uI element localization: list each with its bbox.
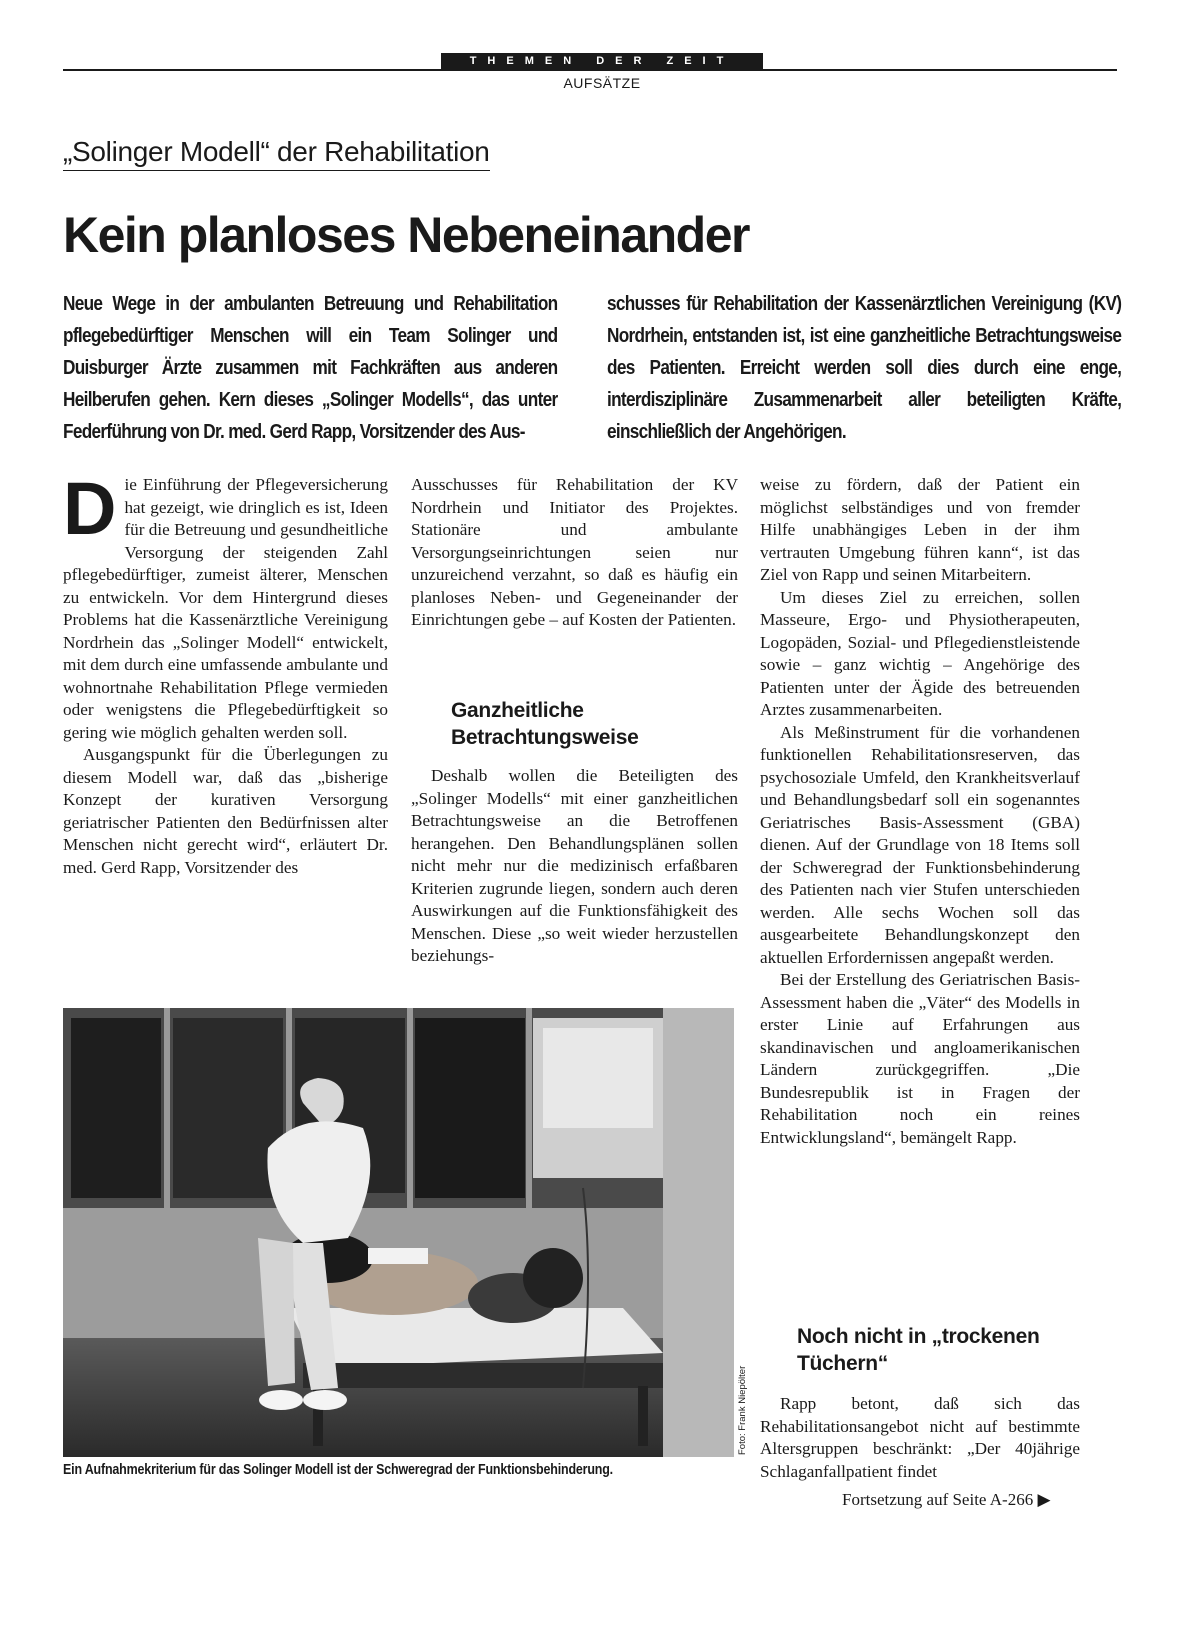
paragraph: Deshalb wollen die Beteiligten des „Solinger Modells“ mit einer ganzheitlichen Betrachtungsweise an die Betroffenen herangehen. Den Behandlungsplänen sollen nicht mehr nur die medizinisch erfaßbaren Kriterien zugrunde liegen, sondern auch deren Auswirkungen auf die Funktionsfähigkeit des Menschen. Diese „so weit wieder herzustellen beziehungs- [411, 766, 738, 965]
article-headline: Kein planloses Nebeneinander [63, 207, 749, 263]
photo-credit: Foto: Frank Niepölter [737, 1365, 748, 1455]
paragraph: Ausschusses für Rehabilitation der KV Nordrhein und Initiator des Projektes. Stationäre und ambulante Versorgungseinrichtungen seien nur unzureichend verzahnt, so daß es häufig ein planloses Neben- und Gegeneinander der Einrichtungen gebe – auf Kosten der Patienten. [411, 475, 738, 629]
section-kicker: THEMEN DER ZEIT [441, 53, 763, 69]
paragraph: Ausgangspunkt für die Überlegungen zu diesem Modell war, daß das „bisherige Konzept der kurativen Versorgung geriatrischer Patienten den Bedürfnissen alter Menschen nicht gerecht wird“, erläutert Dr. med. Gerd Rapp, Vorsitzender des [63, 745, 388, 877]
lead-column-2: schusses für Rehabilitation der Kassenärztlichen Vereinigung (KV) Nordrhein, entstanden ist, ist eine ganzheitliche Betrachtungsweise des Patienten. Erreicht werden soll dies durch eine enge, interdisziplinäre Zusammenarbeit aller beteiligten Kräfte, einschließlich der Angehörigen. [607, 293, 1122, 443]
body-column-1 [63, 467, 388, 879]
photo-caption: Ein Aufnahmekriterium für das Solinger Modell ist der Schweregrad der Funktionsbehinderung. [63, 1462, 613, 1478]
paragraph: Rapp betont, daß sich das Rehabilitationsangebot nicht auf bestimmte Altersgruppen beschränkt: „Der 40jährige Schlaganfallpatient findet [760, 1394, 1080, 1481]
drop-cap: D [63, 467, 117, 550]
lead-column-1: Neue Wege in der ambulanten Betreuung und Rehabilitation pflegebedürftiger Menschen will ein Team Solinger und Duisburger Ärzte zusammen mit Fachkräften aus anderen Heilberufen gehen. Kern dieses „Solinger Modells“, das unter Federführung von Dr. med. Gerd Rapp, Vorsitzender des Aus- [63, 293, 558, 443]
massage-scene-image [63, 1008, 734, 1457]
paragraph: weise zu fördern, daß der Patient ein möglichst selbständiges und von fremder Hilfe unabhängiges Leben in der ihm vertrauten Umgebung führen kann“, ist das Ziel von Rapp und seinen Mitarbeitern. [760, 475, 1080, 584]
paragraph: Um dieses Ziel zu erreichen, sollen Masseure, Ergo- und Physiotherapeuten, Logopäden, Sozial- und Pflegedienstleistende sowie – ganz wichtig – Angehörige des Patienten unter der Ägide des betreuenden Arztes zusammenarbeiten. [760, 587, 1080, 719]
article-photo [63, 1008, 734, 1457]
body-column-2-bottom [411, 765, 738, 968]
continued-on-link: Fortsetzung auf Seite A-266 ▶ [842, 1490, 1051, 1509]
body-column-2-top [411, 474, 738, 632]
section-label: AUFSÄTZE [563, 75, 641, 91]
paragraph: Als Meßinstrument für die vorhandenen funktionellen Rehabilitationsreserven, das psychosoziale Umfeld, den Krankheitsverlauf und Behandlungsbedarf soll ein sogenanntes Geriatrisches Basis-Assessment (GBA) dienen. Auf der Grundlage von 18 Items soll der Schweregrad der Funktionsbehinderung des Patienten nach vier Stufen unterschieden werden. Alle sechs Wochen soll das ausgearbeitete Behandlungskonzept den aktuellen Erfordernissen angepaßt werden. [760, 722, 1080, 967]
subheading: Ganzheitliche Betrachtungsweise [451, 699, 639, 749]
body-column-3-bottom [760, 1393, 1080, 1483]
subheading: Noch nicht in „trockenen Tüchern“ [797, 1325, 1040, 1375]
article-overline: „Solinger Modell“ der Rehabilitation [63, 136, 490, 171]
body-column-3 [760, 474, 1080, 1149]
header-rule [63, 69, 1117, 71]
paragraph: ie Einführung der Pflegeversicherung hat gezeigt, wie dringlich es ist, Ideen für die Betreuung und gesundheitliche Versorgung der steigenden Zahl pflegebedürftiger, zumeist älterer, Menschen zu entwickeln. Vor dem Hintergrund dieses Problems hat die Kassenärztliche Vereinigung Nordrhein das „Solinger Modell“ entwickelt, mit dem durch eine umfassende ambulante und wohnortnahe Rehabilitation Pflege vermieden oder wenigstens die Pflegebedürftigkeit so gering wie möglich gehalten werden soll. [63, 475, 388, 742]
paragraph: Bei der Erstellung des Geriatrischen Basis-Assessment haben die „Väter“ des Modells in erster Linie auf Erfahrungen aus skandinavischen und angloamerikanischen Ländern zurückgegriffen. „Die Bundesrepublik ist in Fragen der Rehabilitation noch ein reines Entwicklungsland“, bemängelt Rapp. [760, 970, 1080, 1147]
